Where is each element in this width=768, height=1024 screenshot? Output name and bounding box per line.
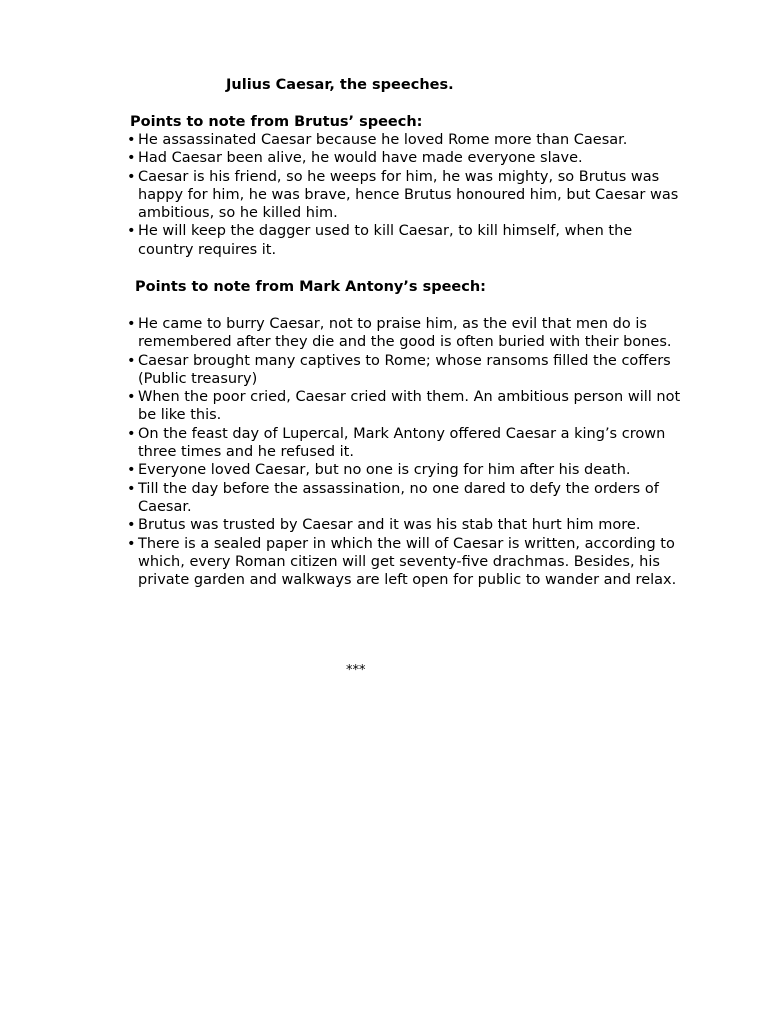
bullet-icon: • xyxy=(127,150,136,167)
bullet-icon: • xyxy=(127,535,136,552)
list-item: • There is a sealed paper in which the will of Caesar is written, according to which, every Roman citizen will get seventy-five drachmas. Besides, his private garden and walkways are left open for public to wander and relax. xyxy=(127,535,677,589)
list-item: • Had Caesar been alive, he would have made everyone slave. xyxy=(127,150,583,167)
list-item: • Till the day before the assassination, no one dared to defy the orders of Caesar. xyxy=(127,480,659,515)
list-item: • He will keep the dagger used to kill Caesar, to kill himself, when the country requires it. xyxy=(127,223,633,258)
list-item: • Everyone loved Caesar, but no one is crying for him after his death. xyxy=(127,462,631,479)
list-item: • When the poor cried, Caesar cried with them. An ambitious person will not be like this. xyxy=(127,389,681,424)
document-title: Julius Caesar, the speeches. xyxy=(226,77,454,93)
bullet-icon: • xyxy=(127,132,136,148)
bullet-icon: • xyxy=(127,316,136,332)
list-item: • He assassinated Caesar because he loved Rome more than Caesar. xyxy=(127,132,628,148)
list-item: • On the feast day of Lupercal, Mark Antony offered Caesar a king’s crown three times and he refused it. xyxy=(127,425,666,461)
bullet-icon: • xyxy=(127,462,136,479)
bullet-icon: • xyxy=(127,389,136,406)
bullet-list-antony xyxy=(127,315,687,589)
bullet-icon: • xyxy=(127,223,136,240)
section-heading-antony: Points to note from Mark Antony’s speech: xyxy=(135,279,486,295)
bullet-icon: • xyxy=(127,517,136,534)
bullet-icon: • xyxy=(127,352,136,369)
list-item: • Caesar brought many captives to Rome; whose ransoms filled the coffers (Public treasury) xyxy=(127,352,671,387)
bullet-icon: • xyxy=(127,425,136,442)
bullet-icon: • xyxy=(127,480,136,497)
list-item: • He came to burry Caesar, not to praise him, as the evil that men do is remembered after they die and the good is often buried with their bones. xyxy=(127,316,672,351)
bullet-list-brutus xyxy=(127,131,687,259)
list-item: • Brutus was trusted by Caesar and it was his stab that hurt him more. xyxy=(127,517,641,534)
section-heading-brutus: Points to note from Brutus’ speech: xyxy=(130,114,423,130)
list-item: • Caesar is his friend, so he weeps for him, he was mighty, so Brutus was happy for him, he was brave, hence Brutus honoured him, but Caesar was ambitious, so he killed him. xyxy=(127,168,679,222)
bullet-icon: • xyxy=(127,168,136,185)
end-mark: *** xyxy=(346,663,366,678)
